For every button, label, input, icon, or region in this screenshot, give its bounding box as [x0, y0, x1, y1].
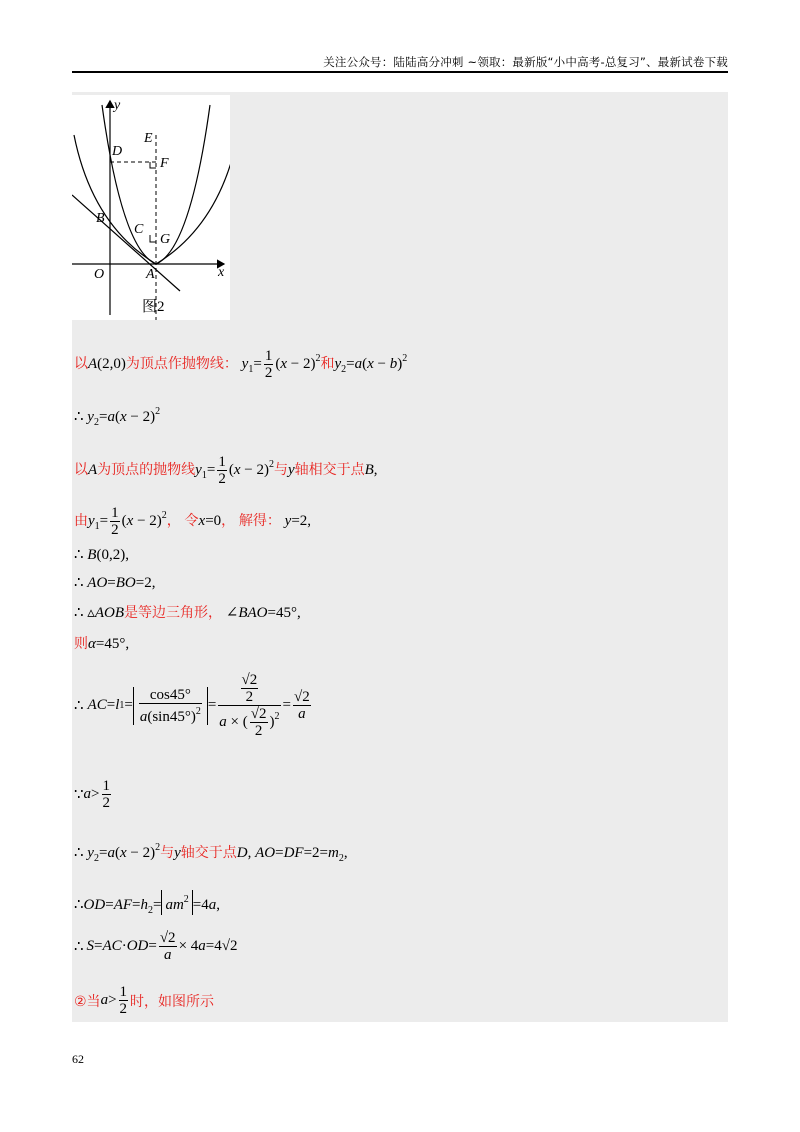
right-angle-f — [150, 162, 156, 168]
label-o: O — [94, 267, 105, 282]
right-angle-g — [150, 235, 156, 242]
solution-line-11: ∴ $y_2=a(x - 2)^2$与y轴交于点D, $AO=DF=2=m_2$, — [74, 842, 348, 864]
page-number: 62 — [72, 1052, 84, 1066]
label-y: y — [114, 98, 121, 113]
solution-line-12: $\therefore OD=AF=h_2= am^2 =4a$, — [74, 890, 220, 921]
label-d: D — [112, 144, 123, 159]
figure-caption: 图2 — [142, 299, 165, 315]
label-g: G — [160, 232, 171, 247]
page-header: 关注公众号：陆陆高分冲刺 ~领取：最新版“小中高考-总复习”、最新试卷下载 — [323, 55, 728, 69]
solution-line-8: 则α=45°, — [74, 636, 130, 652]
solution-line-3: 以A为顶点的抛物线$y_1=$ $\frac{1}{2}$ $(x - 2)^2$与y轴相交于点B, — [74, 454, 378, 487]
label-f: F — [160, 156, 169, 171]
label-c: C — [134, 222, 144, 237]
figure-2 — [72, 95, 230, 320]
solution-line-13: ∴ S = AC · OD = $\frac{√2}{a}$ × 4 a =4√2 — [74, 930, 238, 963]
header-rule — [72, 71, 728, 73]
solution-line-6: ∴ AO=BO=2, — [74, 575, 156, 591]
parabola-diagram — [72, 95, 230, 320]
solution-line-5: ∴ B(0,2), — [74, 547, 129, 563]
label-b: B — [96, 211, 105, 226]
parabola-y1 — [74, 135, 230, 264]
solution-line-2: ∴ $y_2=a(x - 2)^2$ — [74, 406, 161, 428]
solution-line-4: 由$y_1=$ $\frac{1}{2}$ $(x - 2)^2$， 令x=0， 解得： y=2, — [74, 505, 312, 538]
solution-line-7: ∴ ▵AOB是等边三角形， ∠BAO=45°, — [74, 605, 301, 621]
label-a: A — [146, 267, 155, 282]
solution-line-1: 以A(2,0)为顶点作抛物线： $y_1=$ $\frac{1}{2}$ $(x - 2)^2$和$y_2=a(x - b)^2$ — [74, 348, 408, 381]
solution-line-14: ②当 a > $\frac{1}{2}$ 时，如图所示 — [74, 984, 215, 1017]
solution-line-10: ∵ a > $\frac{1}{2}$ — [74, 778, 111, 811]
label-x: x — [218, 265, 225, 280]
label-e: E — [144, 131, 153, 146]
solution-line-9: ∴ AC = l 1 = $\frac{\cos 45^\circ}{a(\sin 45^\circ)^2}$ = $\frac{√2}{2}$ a × ( $\frac{√2}{2}$ )$^2$ = $\frac{√2}{a}$ — [74, 672, 310, 739]
